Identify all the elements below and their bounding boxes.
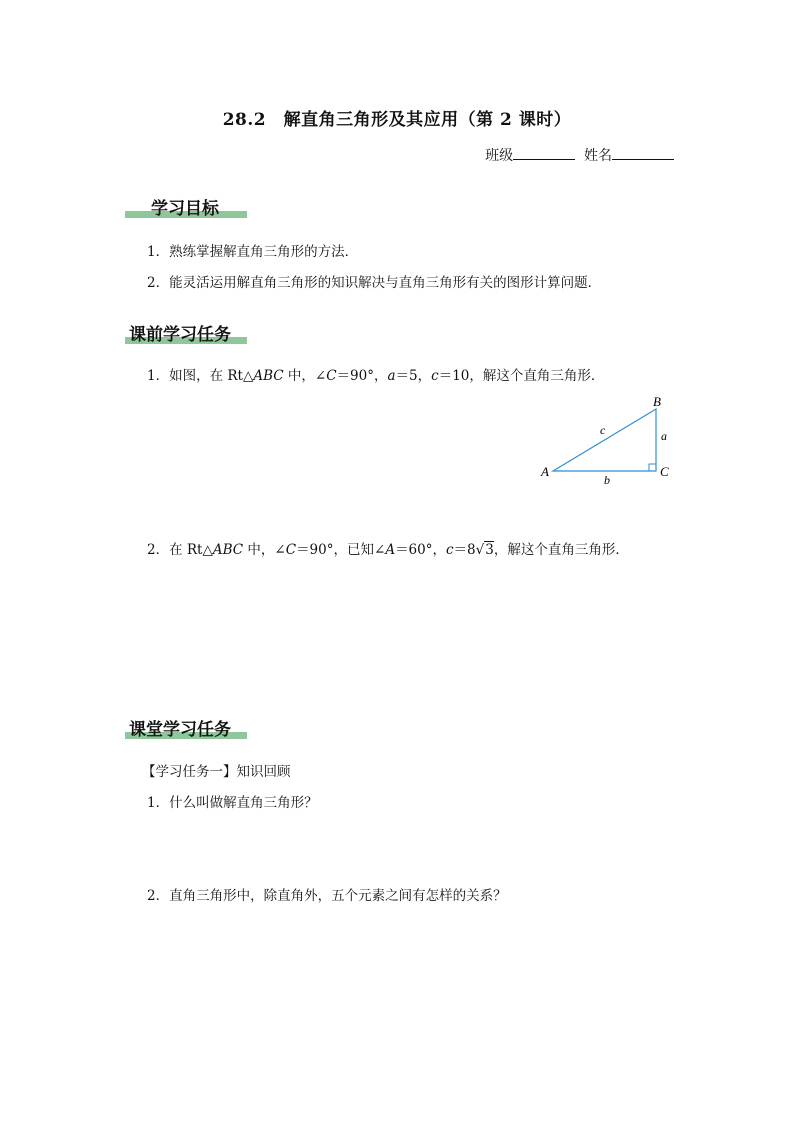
class-blank[interactable] <box>513 146 575 160</box>
triangle-shape <box>553 409 656 471</box>
right-angle-mark <box>649 464 656 471</box>
section-heading-preclass <box>125 320 247 344</box>
side-label-a: a <box>661 429 667 443</box>
student-info-line <box>485 145 674 165</box>
q2-text: ＝60°， <box>395 542 446 558</box>
q2-text: 中，∠ <box>243 542 286 558</box>
objective-item: 2．能灵活运用解直角三角形的知识解决与直角三角形有关的图形计算问题． <box>147 275 602 291</box>
q1-var: C <box>326 368 337 384</box>
q2-text: ＝90°，已知∠ <box>296 542 386 558</box>
q2-var: C <box>285 542 297 558</box>
q1-var: a <box>387 368 396 384</box>
task-question: 2．直角三角形中，除直角外，五个元素之间有怎样的关系？ <box>147 888 507 904</box>
q1-text: 1．如图，在 Rt△ <box>147 368 254 384</box>
section-heading-text: 课前学习任务 <box>129 325 231 345</box>
q2-var: c <box>446 542 454 558</box>
vertex-label-A: A <box>541 464 549 479</box>
q1-text: 中，∠ <box>283 368 327 384</box>
q2-text: ，解这个直角三角形． <box>493 542 629 558</box>
vertex-label-B: B <box>653 394 661 409</box>
q2-triangle: ABC <box>212 542 244 558</box>
side-label-b: b <box>604 473 610 487</box>
section-heading-text: 课堂学习任务 <box>129 720 231 740</box>
q2-text: 2．在 Rt△ <box>147 542 213 558</box>
section-heading-text: 学习目标 <box>151 199 219 219</box>
name-blank[interactable] <box>612 146 674 160</box>
section-heading-inclass <box>125 715 247 739</box>
q1-text: ＝10，解这个直角三角形． <box>438 368 605 384</box>
q1-triangle: ABC <box>253 368 284 384</box>
section-heading-objectives <box>125 194 247 218</box>
class-label: 班级 <box>485 148 514 164</box>
task-question: 1．什么叫做解直角三角形？ <box>147 795 318 811</box>
q1-text: ＝5， <box>395 368 432 384</box>
q2-var: A <box>385 542 396 558</box>
task-label: 【学习任务一】知识回顾 <box>142 764 291 780</box>
sqrt-symbol: √3 <box>475 542 494 558</box>
sqrt-radicand: 3 <box>485 542 494 558</box>
question-2 <box>147 538 629 558</box>
objective-item: 1．熟练掌握解直角三角形的方法． <box>147 244 359 260</box>
vertex-label-C: C <box>660 464 669 479</box>
q1-text: ＝90°， <box>336 368 388 384</box>
page-title: 28.2 解直角三角形及其应用（第 2 课时） <box>222 110 572 130</box>
q1-var: c <box>431 368 439 384</box>
question-1 <box>147 364 604 384</box>
side-label-c: c <box>600 423 606 437</box>
right-triangle-figure <box>535 392 685 487</box>
name-label: 姓名 <box>584 148 612 164</box>
q2-text: ＝8 <box>453 542 476 558</box>
